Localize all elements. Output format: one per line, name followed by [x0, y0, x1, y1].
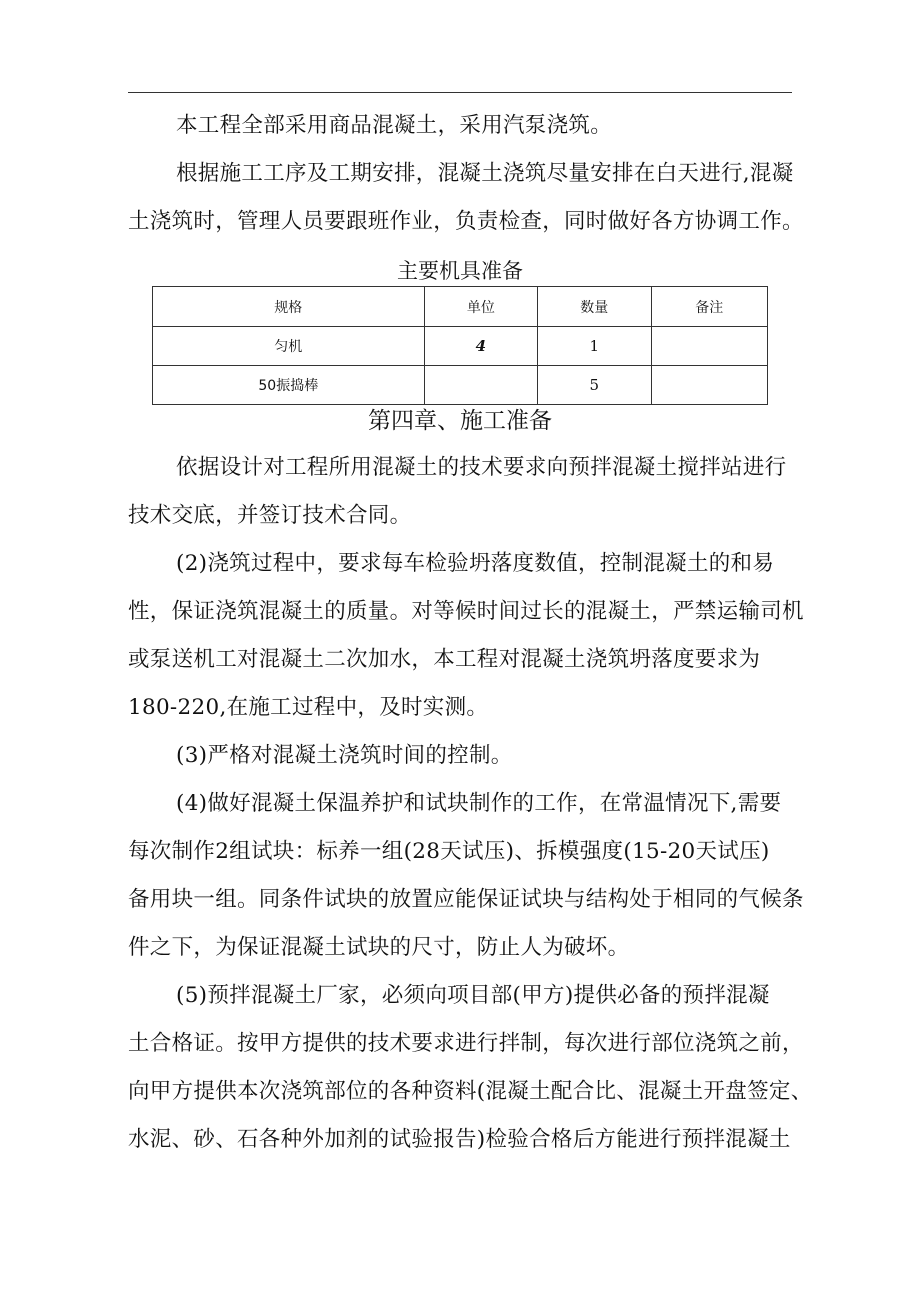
machinery-table [152, 286, 768, 405]
chapter-title: 第四章、施工准备 [368, 408, 552, 434]
paragraph-line: 向甲方提供本次浇筑部位的各种资料(混凝土配合比、混凝土开盘签定、 [128, 1079, 813, 1104]
paragraph-line: 件之下，为保证混凝土试块的尺寸，防止人为破坏。 [128, 935, 630, 960]
paragraph-line: 每次制作2组试块：标养一组(28天试压)、拆模强度(15-20天试压) [128, 839, 770, 864]
paragraph-line: (5)预拌混凝土厂家，必须向项目部(甲方)提供必备的预拌混凝 [176, 983, 770, 1008]
paragraph-line: 水泥、砂、石各种外加剂的试验报告)检验合格后方能进行预拌混凝土 [128, 1127, 791, 1152]
paragraph-line: 或泵送机工对混凝土二次加水，本工程对混凝土浇筑坍落度要求为 [128, 647, 761, 672]
table-caption: 主要机具准备 [397, 259, 523, 283]
cell-remark [651, 366, 767, 405]
cell-quantity: 1 [538, 327, 651, 366]
table-row [153, 366, 768, 405]
paragraph-line: 土合格证。按甲方提供的技术要求进行拌制，每次进行部位浇筑之前， [128, 1031, 804, 1056]
header-rule [128, 92, 792, 93]
cell-unit: 4 [424, 327, 537, 366]
cell-spec: 50振捣棒 [153, 366, 425, 405]
paragraph-line: 技术交底，并签订技术合同。 [128, 503, 412, 528]
paragraph-line: (3)严格对混凝土浇筑时间的控制。 [176, 743, 513, 768]
header-spec: 规格 [153, 287, 425, 327]
table-row [153, 327, 768, 366]
cell-remark [651, 327, 767, 366]
paragraph-line: (2)浇筑过程中，要求每车检验坍落度数值，控制混凝土的和易 [176, 551, 775, 576]
table-header-row [153, 287, 768, 327]
paragraph-line: 性，保证浇筑混凝土的质量。对等候时间过长的混凝土，严禁运输司机 [128, 599, 804, 624]
cell-spec: 匀机 [153, 327, 425, 366]
paragraph-line: 土浇筑时，管理人员要跟班作业，负责检查，同时做好各方协调工作。 [128, 209, 804, 234]
paragraph-line: 180-220,在施工过程中，及时实测。 [128, 695, 489, 720]
paragraph-line: (4)做好混凝土保温养护和试块制作的工作，在常温情况下,需要 [176, 791, 782, 816]
cell-quantity: 5 [538, 366, 651, 405]
paragraph-line: 根据施工工序及工期安排，混凝土浇筑尽量安排在白天进行,混凝 [176, 161, 794, 186]
paragraph-line: 依据设计对工程所用混凝土的技术要求向预拌混凝土搅拌站进行 [176, 455, 787, 480]
header-unit: 单位 [424, 287, 537, 327]
header-quantity: 数量 [538, 287, 651, 327]
paragraph-line: 备用块一组。同条件试块的放置应能保证试块与结构处于相同的气候条 [128, 887, 804, 912]
header-remark: 备注 [651, 287, 767, 327]
cell-unit [424, 366, 537, 405]
paragraph-line: 本工程全部采用商品混凝土，采用汽泵浇筑。 [176, 113, 613, 138]
